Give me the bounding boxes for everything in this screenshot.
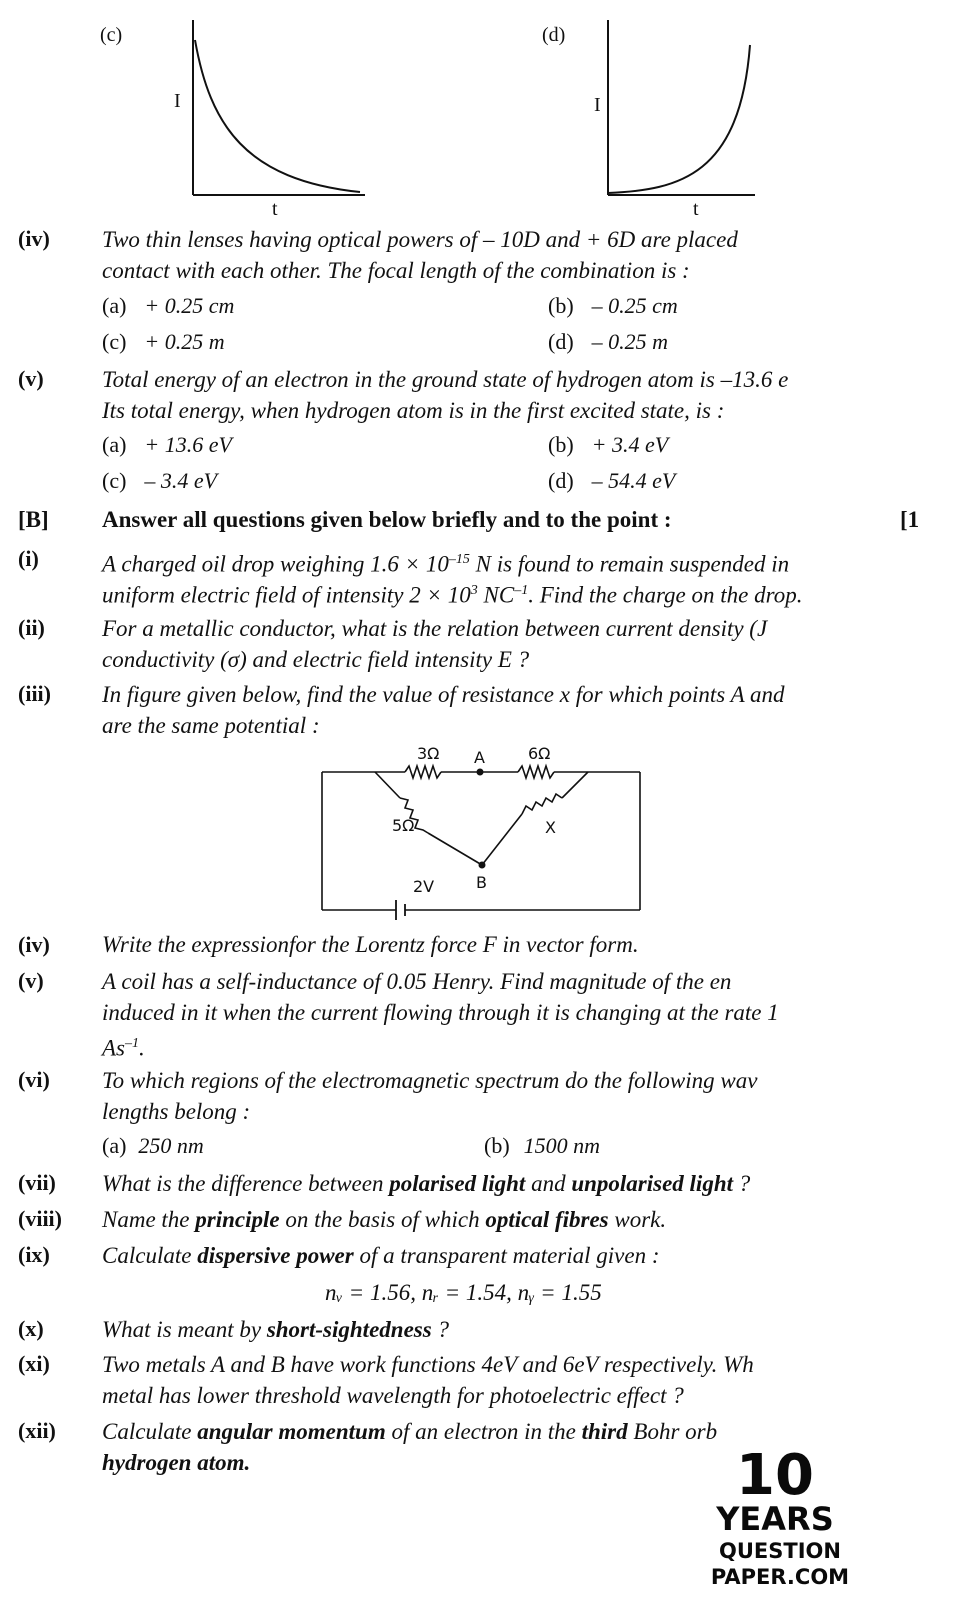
refractive-index-formula: nᵥ = 1.56, nᵣ = 1.54, nᵧ = 1.55 (325, 1280, 602, 1305)
question-text: conductivity (σ) and electric field intensity E ? (102, 647, 530, 672)
watermark-number: 10 (736, 1443, 814, 1508)
watermark-years: YEARS (716, 1500, 834, 1538)
watermark-site: QUESTION PAPER.COM (710, 1539, 850, 1589)
option-a: (a) 250 nm (102, 1133, 204, 1158)
point-a-label: A (474, 748, 485, 767)
question-text: For a metallic conductor, what is the relation between current density (J (102, 616, 768, 641)
graph-d-ylabel: I (594, 94, 601, 116)
option-b: (b) 1500 nm (484, 1133, 601, 1158)
section-label: [B] (18, 507, 49, 532)
resistor-x-label: X (545, 818, 556, 837)
question-text: Calculate dispersive power of a transparent material given : (102, 1243, 660, 1268)
question-number: (x) (18, 1316, 44, 1341)
question-number: (iii) (18, 681, 51, 706)
question-number: (v) (18, 968, 44, 993)
question-text: What is meant by short-sightedness ? (102, 1317, 449, 1342)
question-number: (iv) (18, 932, 50, 957)
question-text: $As^{-1}$. (102, 1035, 145, 1061)
option-a: (a) + 0.25 cm (102, 293, 235, 318)
question-number: (vii) (18, 1170, 56, 1195)
question-text: A coil has a self-inductance of 0.05 Henry. Find magnitude of the en (102, 969, 732, 994)
graph-c-label: (c) (100, 24, 123, 46)
question-number: (xii) (18, 1418, 56, 1443)
question-text: To which regions of the electromagnetic spectrum do the following wav (102, 1068, 758, 1093)
question-number: (ix) (18, 1242, 50, 1267)
option-b: (b) – 0.25 cm (548, 293, 678, 318)
graph-d-growth-curve (600, 15, 760, 200)
question-text: induced in it when the current flowing through it is changing at the rate 1 (102, 1000, 779, 1025)
question-text: A charged oil drop weighing $1.6 \times 10^{-15}$ N is found to remain suspended in (102, 551, 790, 577)
resistor-6-ohm-label: 6Ω (528, 744, 551, 763)
question-text: Total energy of an electron in the ground state of hydrogen atom is –13.6 e (102, 367, 789, 392)
question-number: (v) (18, 366, 44, 391)
question-text: In figure given below, find the value of resistance x for which points A and (102, 682, 785, 707)
battery-voltage-label: 2V (413, 877, 435, 896)
question-number: (xi) (18, 1351, 50, 1376)
question-number: (ii) (18, 615, 45, 640)
question-text: lengths belong : (102, 1099, 251, 1124)
question-number: (i) (18, 546, 39, 571)
resistor-5-ohm-label: 5Ω (392, 816, 415, 835)
option-c: (c) + 0.25 m (102, 329, 225, 354)
question-number: (viii) (18, 1206, 62, 1231)
graph-d-label: (d) (542, 24, 566, 46)
question-text: Write the expressionfor the Lorentz force F in vector form. (102, 932, 639, 957)
graph-c-xlabel: t (272, 198, 278, 220)
graph-c-ylabel: I (174, 90, 181, 112)
option-a: (a) + 13.6 eV (102, 432, 232, 457)
wheatstone-circuit-diagram (310, 740, 650, 920)
question-text: uniform electric field of intensity $2 \times 10^3$ $NC^{-1}$. Find the charge on the drop. (102, 582, 803, 608)
question-text: are the same potential : (102, 713, 320, 738)
question-text: Calculate angular momentum of an electron in the third Bohr orb (102, 1419, 718, 1444)
question-number: (vi) (18, 1067, 50, 1092)
question-text: Its total energy, when hydrogen atom is in the first excited state, is : (102, 398, 725, 423)
option-b: (b) + 3.4 eV (548, 432, 669, 457)
point-b-label: B (476, 873, 487, 892)
resistor-3-ohm-label: 3Ω (417, 744, 440, 763)
option-c: (c) – 3.4 eV (102, 468, 218, 493)
question-text: Name the principle on the basis of which optical fibres work. (102, 1207, 667, 1232)
graph-c-decay-curve (185, 15, 370, 200)
question-text: metal has lower threshold wavelength for photoelectric effect ? (102, 1383, 684, 1408)
question-text: What is the difference between polarised light and unpolarised light ? (102, 1171, 751, 1196)
question-text: Two thin lenses having optical powers of – 10D and + 6D are placed (102, 227, 738, 252)
graph-d-xlabel: t (693, 198, 699, 220)
section-marks: [1 (900, 507, 920, 532)
option-d: (d) – 0.25 m (548, 329, 669, 354)
question-text: contact with each other. The focal length of the combination is : (102, 258, 690, 283)
section-heading: Answer all questions given below briefly and to the point : (102, 507, 672, 532)
option-d: (d) – 54.4 eV (548, 468, 676, 493)
question-text: hydrogen atom. (102, 1450, 251, 1475)
question-text: Two metals A and B have work functions 4eV and 6eV respectively. Wh (102, 1352, 754, 1377)
question-number: (iv) (18, 226, 50, 251)
